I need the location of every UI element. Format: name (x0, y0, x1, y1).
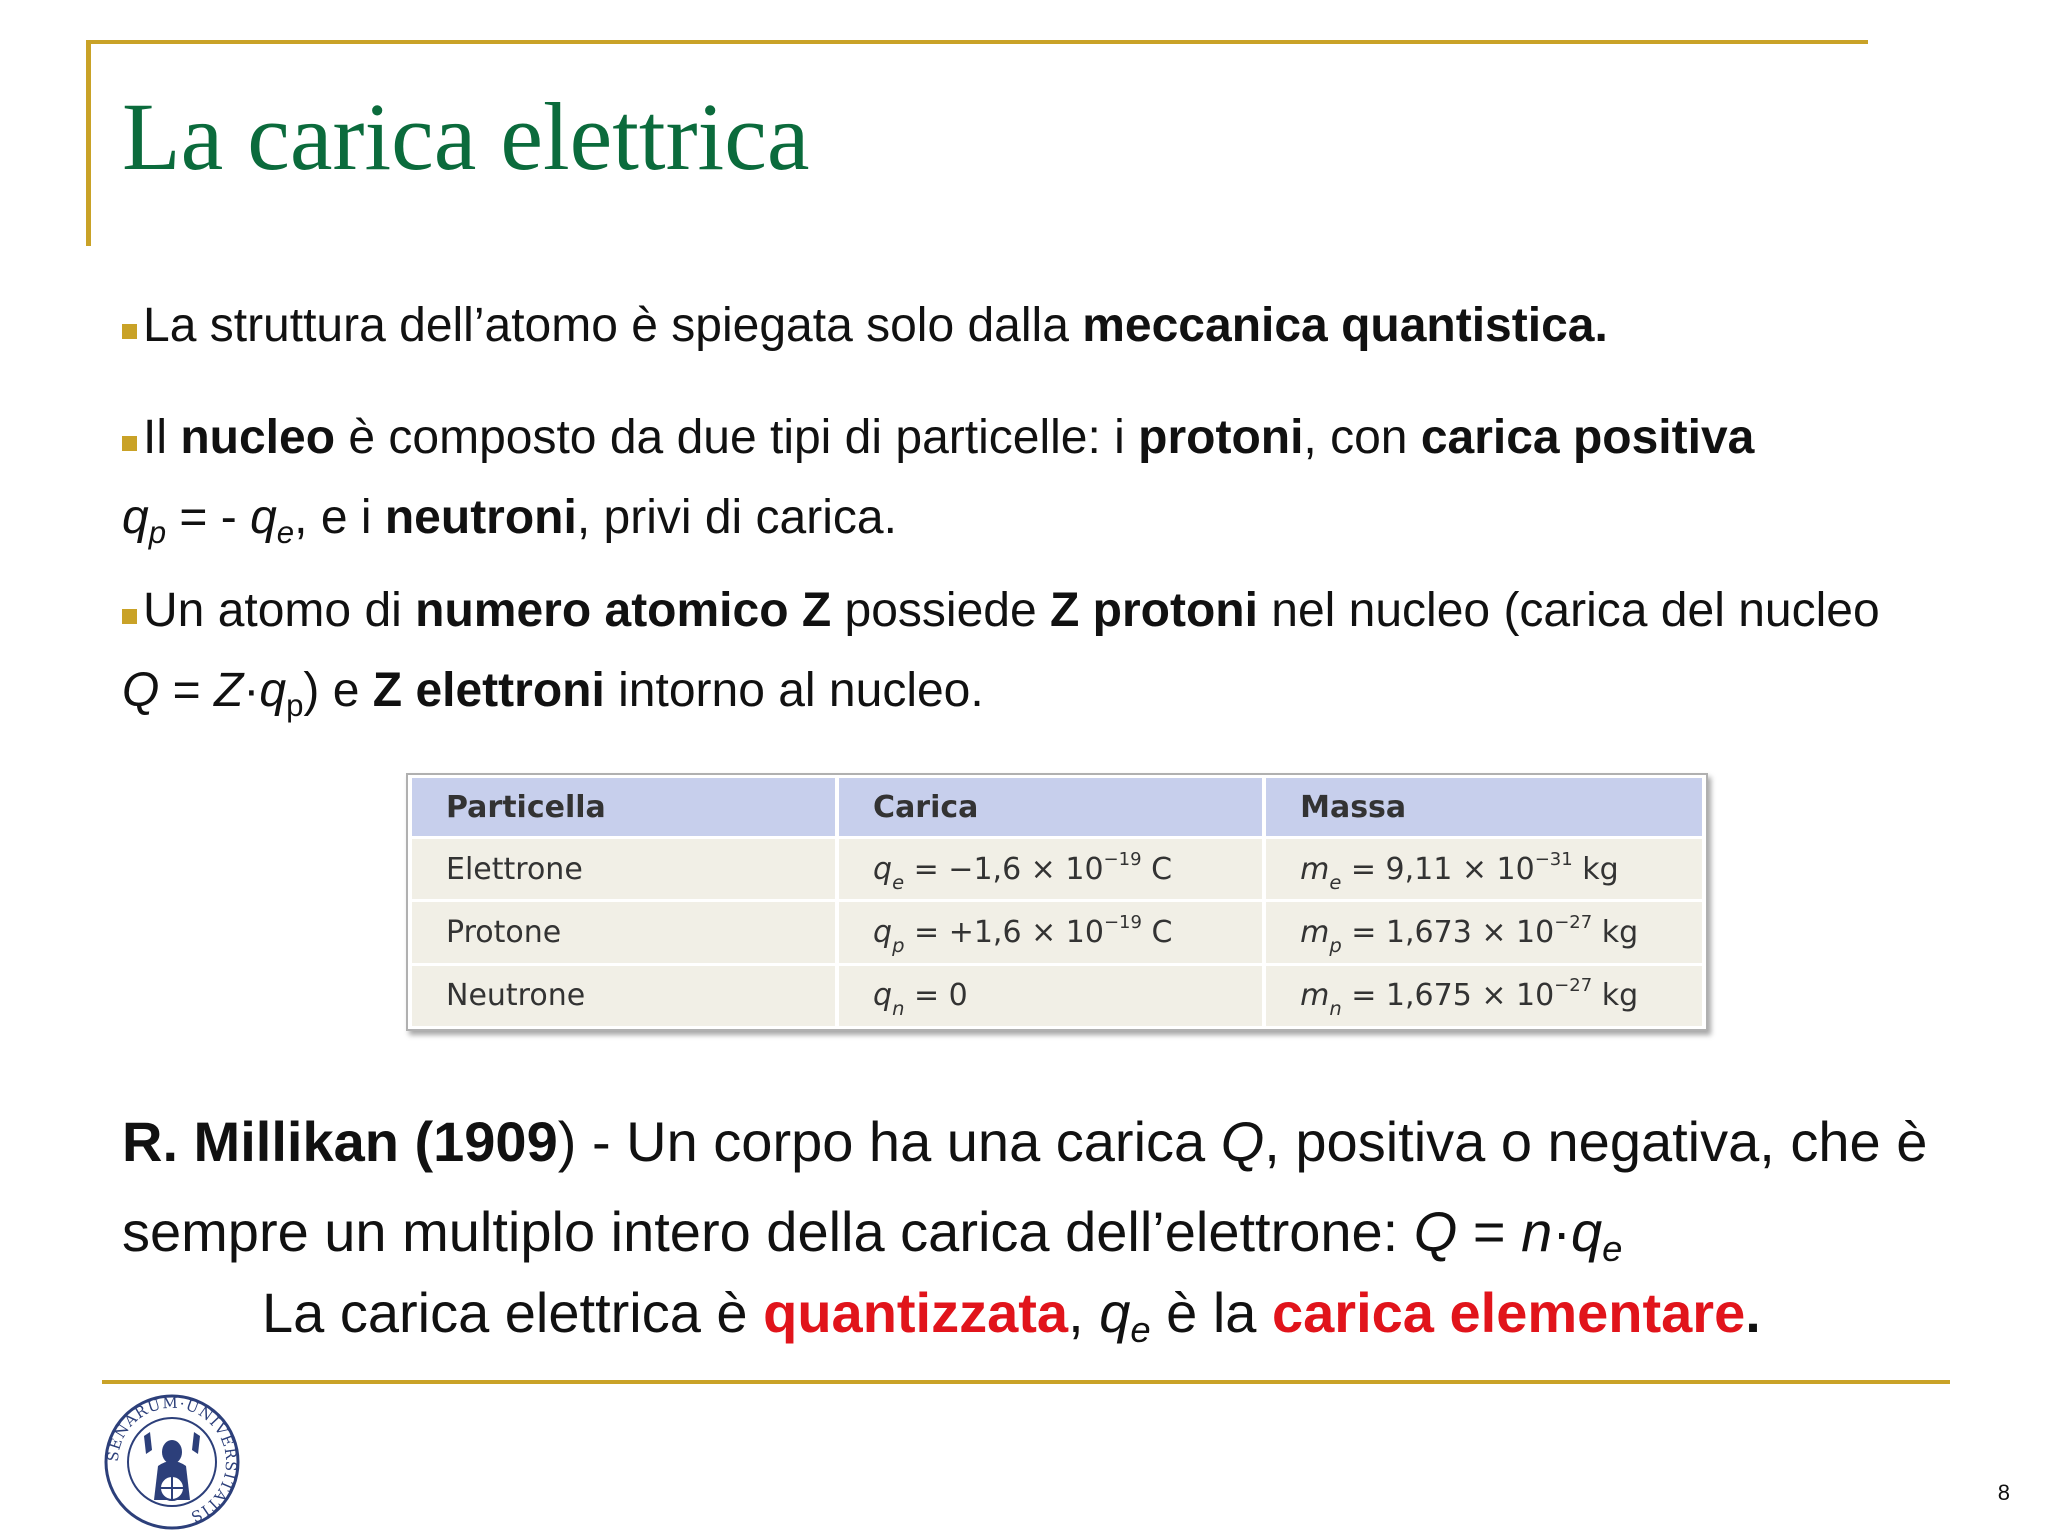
mass-exponent: −27 (1554, 911, 1593, 933)
mass-symbol: m (1300, 851, 1330, 887)
charge-unit: C (1141, 851, 1173, 887)
math-symbol: q (122, 491, 149, 544)
text: è composto da due tipi di particelle: i (335, 411, 1139, 464)
text: , e i (294, 491, 385, 544)
mass-subscript: n (1329, 997, 1342, 1021)
text: · (243, 664, 260, 717)
mass-symbol: m (1300, 978, 1330, 1014)
page-number: 8 (1997, 1480, 2010, 1505)
bold-text: Z protoni (1050, 584, 1258, 637)
text: intorno al nucleo. (604, 664, 984, 717)
charge-symbol: q (873, 914, 893, 950)
text: · (1552, 1200, 1571, 1263)
quantization-conclusion (262, 1273, 1761, 1353)
text: ) e (303, 664, 373, 717)
math-symbol: Q (1220, 1110, 1265, 1173)
text: Il (143, 411, 181, 464)
mass-mantissa: = 9,11 × 10 (1341, 851, 1535, 887)
university-seal-logo (102, 1392, 242, 1532)
charge-subscript: n (892, 997, 905, 1021)
text: possiede (831, 584, 1050, 637)
math-symbol: q (259, 664, 287, 717)
mass-value (1266, 966, 1702, 1026)
particles-table-frame (406, 773, 1708, 1031)
charge-mantissa: = −1,6 × 10 (904, 851, 1104, 887)
bold-text: R. Millikan (1909 (122, 1110, 558, 1173)
text: = (1457, 1200, 1522, 1263)
charge-symbol: q (873, 851, 893, 887)
column-header-particle: Particella (412, 778, 835, 836)
bold-text: Z elettroni (372, 664, 605, 717)
math-symbol: q (250, 491, 277, 544)
mass-exponent: −27 (1554, 975, 1593, 997)
column-header-charge: Carica (839, 778, 1262, 836)
slide-title: La carica elettrica (122, 83, 810, 190)
mass-value (1266, 839, 1702, 899)
mass-subscript: e (1329, 870, 1342, 894)
particle-name: Protone (412, 902, 835, 962)
text: , con (1303, 411, 1421, 464)
bullet-atom-structure (122, 286, 1608, 366)
math-symbol: n (1521, 1200, 1553, 1263)
text: La struttura dell’atomo è spiegata solo dalla (143, 299, 1083, 352)
title-frame-top-rule (86, 40, 1868, 44)
mass-mantissa: = 1,675 × 10 (1341, 978, 1555, 1014)
particle-name: Neutrone (412, 966, 835, 1026)
charge-symbol: q (873, 978, 893, 1014)
charge-exponent: −19 (1103, 911, 1142, 933)
text: è la (1150, 1281, 1272, 1344)
table-row-electron (412, 839, 1702, 899)
charge-subscript: e (892, 870, 905, 894)
seal-text: SENARUM·UNIVERSITATIS (103, 1393, 241, 1527)
bullet-square-icon (122, 436, 137, 451)
charge-subscript: p (892, 933, 905, 957)
bullet-square-icon (122, 609, 137, 624)
bold-text: protoni (1138, 411, 1304, 464)
text: ) - Un corpo ha una carica (557, 1110, 1221, 1173)
mass-mantissa: = 1,673 × 10 (1341, 914, 1555, 950)
bold-text: meccanica quantistica. (1082, 299, 1608, 352)
math-subscript: e (1130, 1309, 1151, 1350)
highlight-quantized: quantizzata (763, 1281, 1069, 1344)
text: nel nucleo (carica del nucleo (1257, 584, 1880, 637)
bold-period: . (1745, 1281, 1761, 1344)
mass-value (1266, 902, 1702, 962)
highlight-elementary-charge: carica elementare (1272, 1281, 1746, 1344)
math-subscript: p (286, 688, 304, 723)
text: La carica elettrica è (262, 1281, 764, 1344)
mass-exponent: −31 (1534, 848, 1573, 870)
math-subscript: p (148, 515, 167, 550)
text: , (1068, 1281, 1100, 1344)
charge-unit: C (1141, 914, 1173, 950)
bold-text: nucleo (180, 411, 336, 464)
table-row-proton (412, 902, 1702, 962)
bold-text: numero atomico Z (415, 584, 832, 637)
bullet-nucleus (122, 398, 1922, 558)
math-symbol: Q (1413, 1200, 1458, 1263)
title-frame-left-rule (86, 40, 91, 246)
charge-mantissa: = +1,6 × 10 (904, 914, 1104, 950)
text: , positiva o negativa, che è sempre un multiplo intero della carica dell’elettrone: (122, 1110, 1928, 1263)
math-symbol: Q (122, 664, 160, 717)
math-symbol: q (1099, 1281, 1131, 1344)
text: , privi di carica. (576, 491, 897, 544)
math-symbol: Z (214, 664, 244, 717)
charge-exponent: −19 (1103, 848, 1142, 870)
table-header-row (412, 778, 1702, 836)
charge-value (839, 839, 1262, 899)
math-subscript: e (1602, 1228, 1623, 1269)
millikan-statement (122, 1097, 1952, 1277)
bullet-square-icon (122, 324, 137, 339)
mass-unit: kg (1592, 978, 1639, 1014)
mass-subscript: p (1329, 933, 1342, 957)
math-symbol: q (1570, 1200, 1603, 1263)
text: = (159, 664, 215, 717)
charge-mantissa: = 0 (904, 978, 968, 1014)
column-header-mass: Massa (1266, 778, 1702, 836)
mass-symbol: m (1300, 914, 1330, 950)
mass-unit: kg (1592, 914, 1639, 950)
table-row-neutron (412, 966, 1702, 1026)
particles-table (408, 775, 1706, 1029)
text: = - (166, 491, 251, 544)
bold-text: carica positiva (1420, 411, 1755, 464)
charge-value (839, 902, 1262, 962)
charge-value (839, 966, 1262, 1026)
bullet-atomic-number (122, 571, 1922, 731)
bold-text: neutroni (384, 491, 577, 544)
footer-rule (102, 1380, 1950, 1384)
text: Un atomo di (143, 584, 416, 637)
mass-unit: kg (1572, 851, 1619, 887)
math-subscript: e (276, 515, 295, 550)
particle-name: Elettrone (412, 839, 835, 899)
